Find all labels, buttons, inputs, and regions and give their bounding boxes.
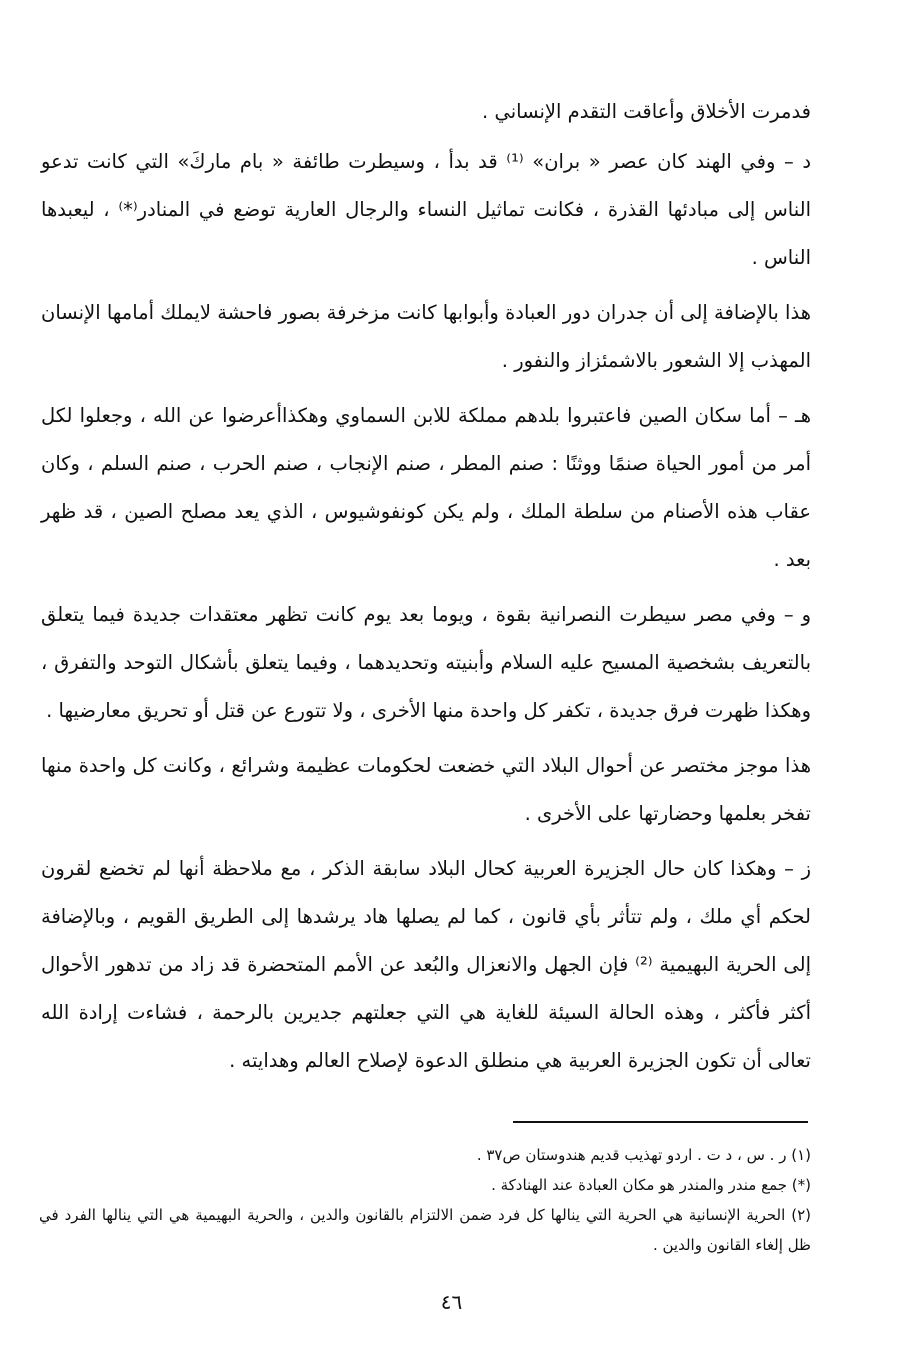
paragraph-3: هذا بالإضافة إلى أن جدران دور العبادة وأبوابها كانت مزخرفة بصور فاحشة لايملك أمامها الإنسان المهذب إلا الشعور بالاشمئزاز والنفور .	[41, 301, 811, 372]
page-number: ٤٦	[440, 1290, 463, 1314]
footnote-divider	[513, 1121, 808, 1123]
footnotes	[39, 1140, 811, 1260]
paragraph-2: د – وفي الهند كان عصر « بران» ⁽¹⁾ قد بدأ ، وسيطرت طائفة « بام ماركَ» التي كانت تدعو الناس إلى مبادئها القذرة ، فكانت تماثيل النساء والرجال العارية توضع في المنادر⁽*⁾ ، ليعبدها الناس .	[41, 150, 812, 269]
paragraph-6: هذا موجز مختصر عن أحوال البلاد التي خضعت لحكومات عظيمة وشرائع ، وكانت كل واحدة منها تفخر بعلمها وحضارتها على الأخرى .	[41, 754, 811, 825]
paragraph-7: ز – وهكذا كان حال الجزيرة العربية كحال البلاد سابقة الذكر ، مع ملاحظة أنها لم تخضع لقرون لحكم أي ملك ، ولم تتأثر بأي قانون ، كما لم يصلها هاد يرشدها إلى الطريق القويم ، وبالإضافة إلى الحرية البهيمية ⁽²⁾ فإن الجهل والانعزال والبُعد عن الأمم المتحضرة قد زاد من تدهور الأحوال أكثر فأكثر ، وهذه الحالة السيئة للغاية هي التي جعلتهم جديرين بالرحمة ، فشاءت إرادة الله تعالى أن تكون الجزيرة العربية هي منطلق الدعوة لإصلاح العالم وهدايته .	[41, 857, 811, 1072]
paragraph-1: فدمرت الأخلاق وأعاقت التقدم الإنساني .	[482, 100, 811, 123]
footnote-2: (٢) الحرية الإنسانية هي الحرية التي ينالها كل فرد ضمن الالتزام بالقانون والدين ، والحرية البهيمية هي التي ينالها الفرد في ظل إلغاء القانون والدين .	[39, 1206, 811, 1254]
footnote-1: (١) ر . س ، د ت . اردو تهذيب قديم هندوستان ص٣٧ .	[476, 1146, 811, 1164]
footnote-star: (*) جمع مندر والمندر هو مكان العبادة عند الهنادكة .	[491, 1176, 811, 1194]
paragraph-5: و – وفي مصر سيطرت النصرانية بقوة ، ويوما بعد يوم كانت تظهر معتقدات جديدة فيما يتعلق بالتعريف بشخصية المسيح عليه السلام وأبنيته وتحديدهما ، وفيما يتعلق بأشكال التوحد والتفرق ، وهكذا ظهرت فرق جديدة ، تكفر كل واحدة منها الأخرى ، ولا تتورع عن قتل أو تحريق معارضيها .	[41, 603, 811, 722]
main-text	[41, 88, 811, 1092]
paragraph-4: هـ – أما سكان الصين فاعتبروا بلدهم مملكة للابن السماوي وهكذاأعرضوا عن الله ، وجعلوا لكل أمر من أمور الحياة صنمًا ووثنًا : صنم المطر ، صنم الإنجاب ، صنم الحرب ، صنم السلم ، وكان عقاب هذه الأصنام من سلطة الملك ، ولم يكن كونفوشيوس ، الذي يعد مصلح الصين ، قد ظهر بعد .	[41, 404, 811, 571]
